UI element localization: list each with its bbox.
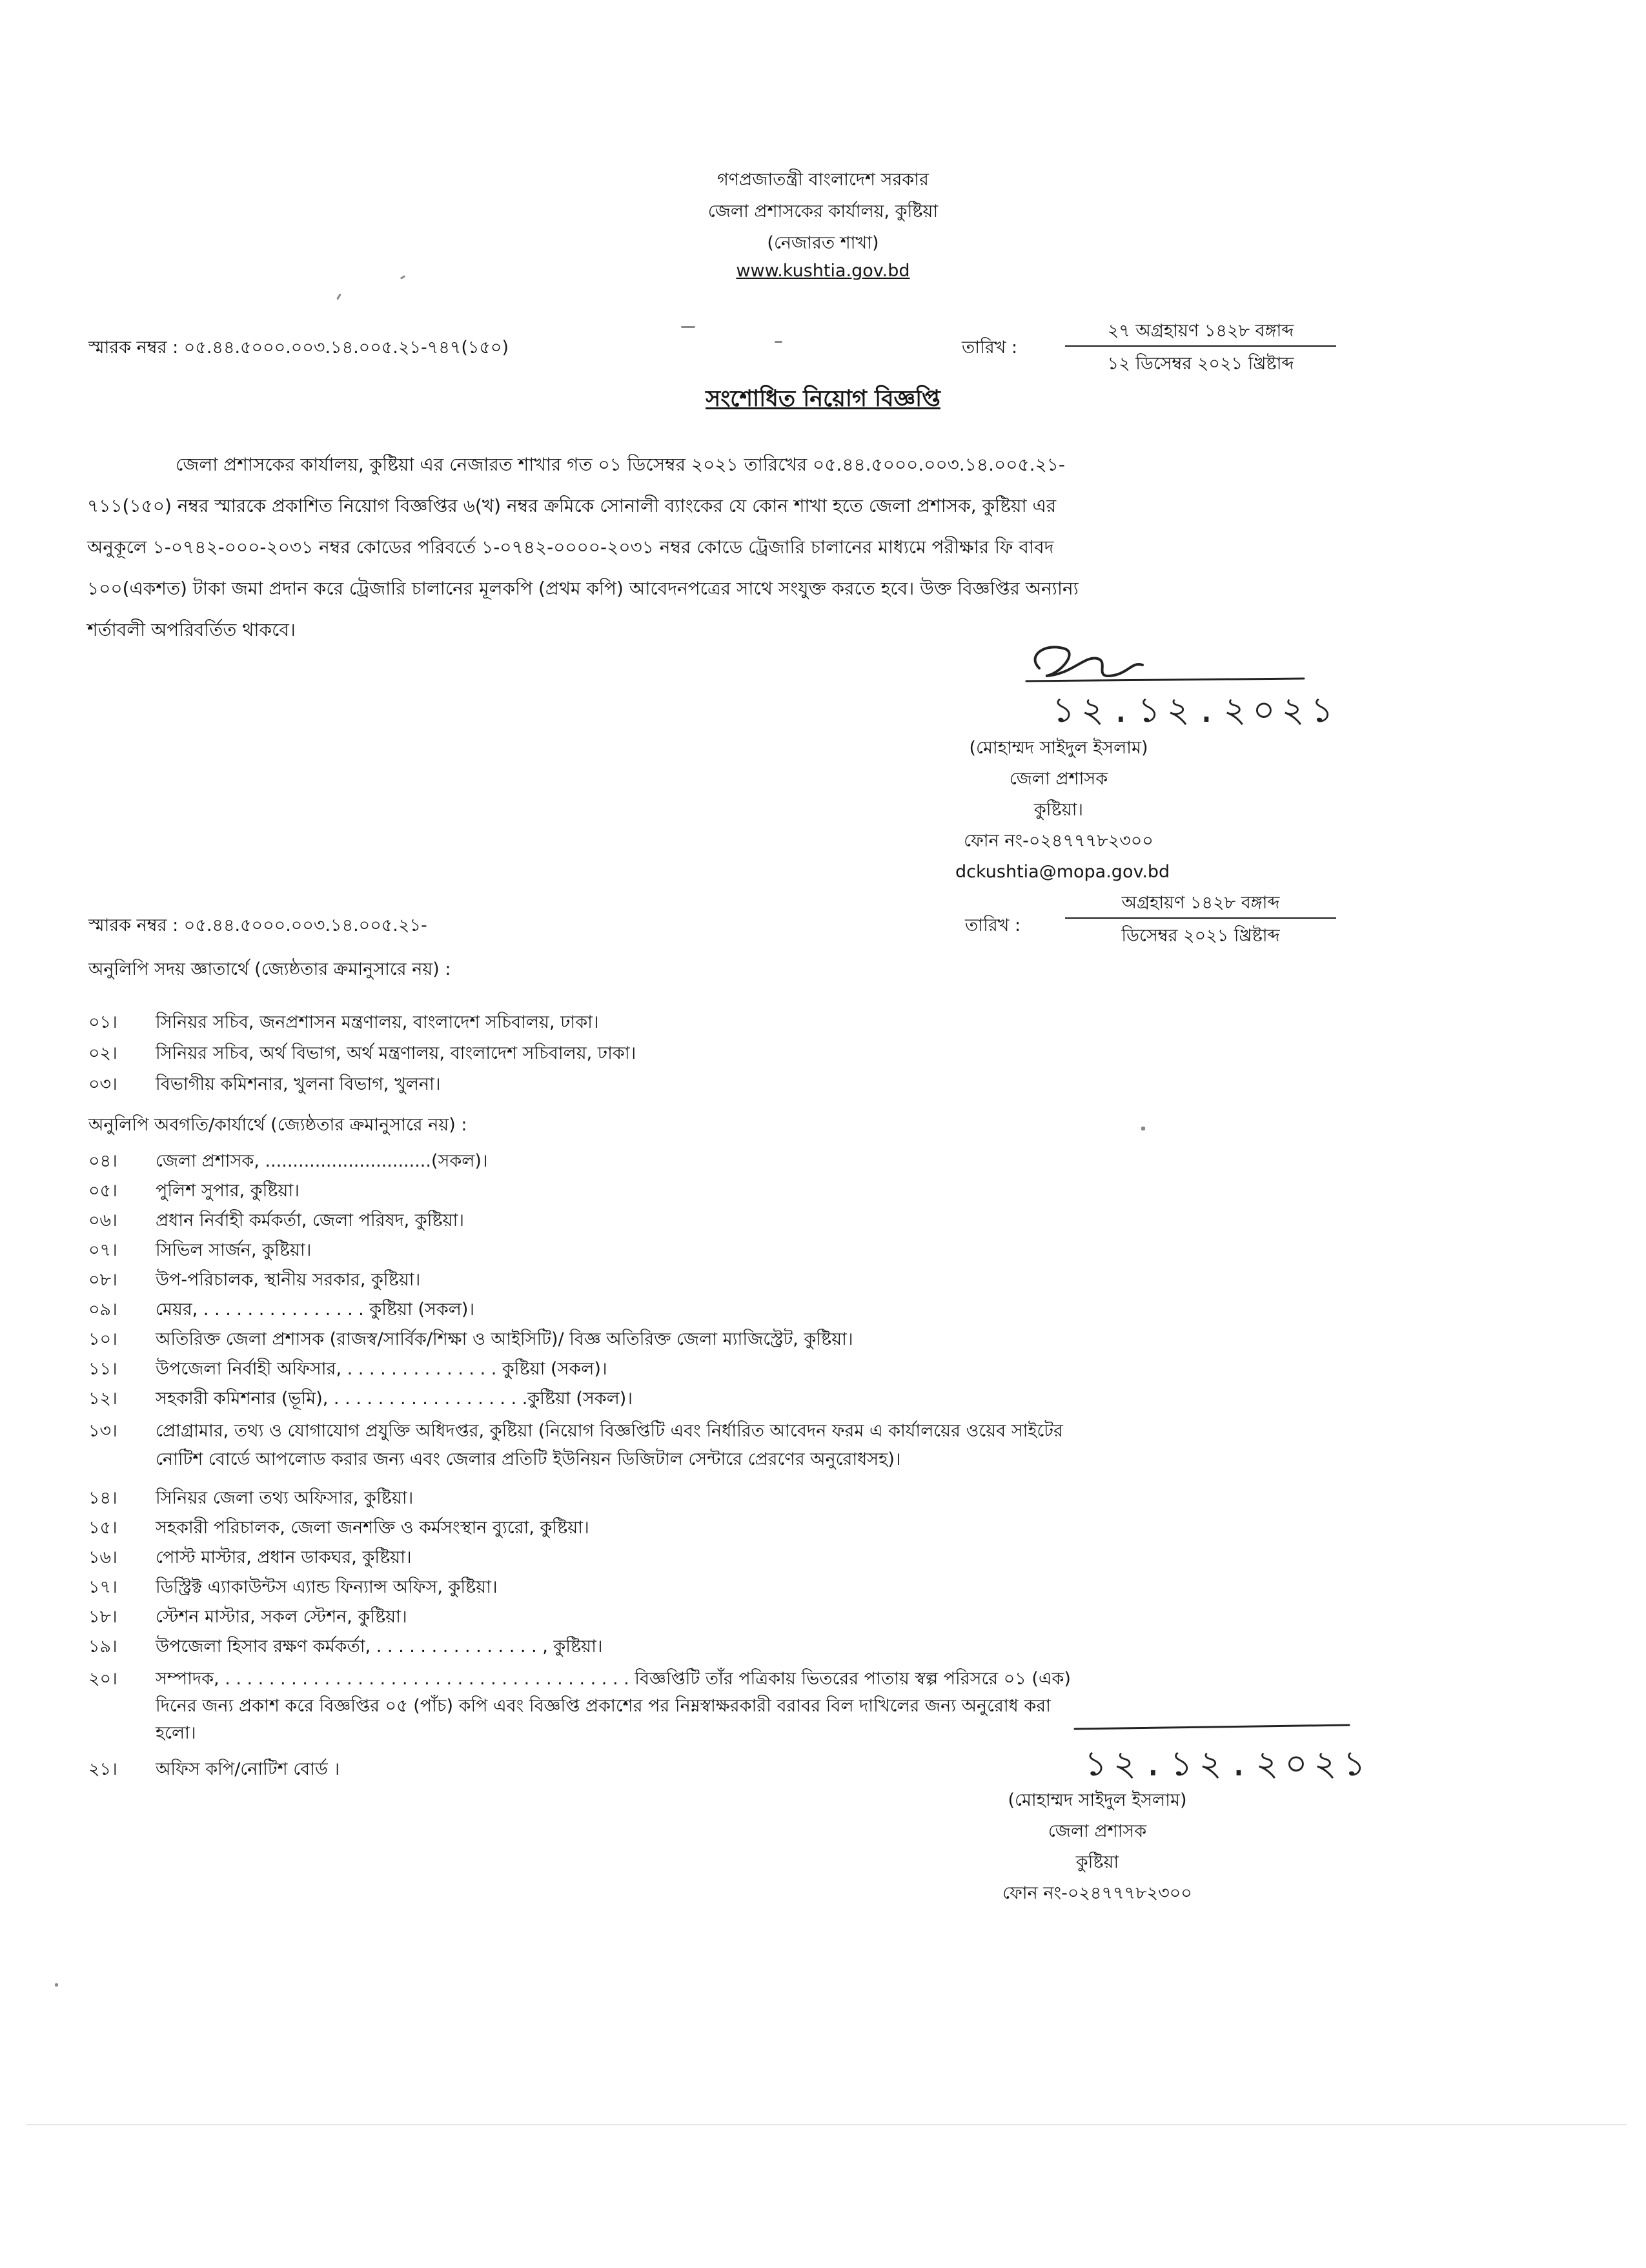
body-line-3: অনুকূলে ১-০৭৪২-০০০-২০৩১ নম্বর কোডের পরিবর্তে ১-০৭৪২-০০০০-২০৩১ নম্বর কোডে ট্রেজারি চালানের মাধ্যমে পরীক্ষার ফি বাবদ bbox=[87, 536, 1054, 558]
scan-mark bbox=[775, 341, 782, 343]
signature2-date: ১২.১২.২০২১ bbox=[1084, 1743, 1372, 1784]
body-line-1: জেলা প্রশাসকের কার্যালয়, কুষ্টিয়া এর নেজারত শাখার গত ০১ ডিসেম্বর ২০২১ তারিখের ০৫.৪৪.৫০০০.০০৩.১৪.০০৫.২১- bbox=[176, 454, 1065, 475]
scan-mark bbox=[336, 293, 341, 300]
scan-mark bbox=[1141, 1127, 1145, 1130]
branch-name: (নেজারত শাখা) bbox=[767, 233, 879, 253]
signatory2-name: (মোহাম্মদ সাইদুল ইসলাম) bbox=[1008, 1790, 1187, 1810]
date-bangla: ২৭ অগ্রহায়ণ ১৪২৮ বঙ্গাব্দ bbox=[1107, 321, 1294, 341]
memo2-date-english: ডিসেম্বর ২০২১ খ্রিষ্টাব্দ bbox=[1121, 926, 1280, 946]
signature2-line bbox=[1072, 1717, 1356, 1737]
cc-item-continuation: নোটিশ বোর্ডে আপলোড করার জন্য এবং জেলার প্রতিটি ইউনিয়ন ডিজিটাল সেন্টারে প্রেরণের অনুরোধসহ)। bbox=[156, 1449, 901, 1469]
website-link[interactable]: www.kushtia.gov.bd bbox=[736, 261, 910, 281]
signatory-designation: জেলা প্রশাসক bbox=[1009, 769, 1108, 789]
office-name: জেলা প্রশাসকের কার্যালয়, কুষ্টিয়া bbox=[707, 201, 939, 221]
signatory2-phone: ফোন নং-০২৪৭৭৭৮২৩০০ bbox=[1002, 1883, 1192, 1903]
scan-mark bbox=[55, 1983, 58, 1987]
body-line-4: ১০০(একশত) টাকা জমা প্রদান করে ট্রেজারি চালানের মূলকপি (প্রথম কপি) আবেদনপত্রের সাথে সংযুক্ত করতে হবে। উক্ত বিজ্ঞপ্তির অন্যান্য bbox=[87, 578, 1079, 599]
memo-number: স্মারক নম্বর : ০৫.৪৪.৫০০০.০০৩.১৪.০০৫.২১-৭৪৭(১৫০) bbox=[88, 338, 509, 358]
govt-name: গণপ্রজাতন্ত্রী বাংলাদেশ সরকার bbox=[717, 170, 929, 190]
date-label: তারিখ : bbox=[962, 338, 1018, 358]
signatory2-district: কুষ্টিয়া bbox=[1075, 1852, 1119, 1872]
signatory-district: কুষ্টিয়া। bbox=[1033, 800, 1084, 820]
body-line-2: ৭১১(১৫০) নম্বর স্মারকে প্রকাশিত নিয়োগ বিজ্ঞপ্তির ৬(খ) নম্বর ক্রমিকে সোনালী ব্যাংকের যে কোন শাখা হতে জেলা প্রশাসক, কুষ্টিয়া এর bbox=[87, 495, 1057, 516]
cc-heading-info: অনুলিপি সদয় জ্ঞাতার্থে (জ্যেষ্ঠতার ক্রমানুসারে নয়) : bbox=[88, 959, 451, 979]
memo2-date-bangla: অগ্রহায়ণ ১৪২৮ বঙ্গাব্দ bbox=[1121, 893, 1280, 913]
signatory-phone: ফোন নং-০২৪৭৭৭৮২৩০০ bbox=[964, 831, 1153, 851]
signature-image bbox=[1020, 629, 1317, 691]
memo2-date-divider bbox=[1065, 917, 1336, 919]
signature-date: ১২.১২.২০২১ bbox=[1052, 690, 1340, 730]
date-english: ১২ ডিসেম্বর ২০২১ খ্রিষ্টাব্দ bbox=[1107, 354, 1294, 374]
signatory-email[interactable]: dckushtia@mopa.gov.bd bbox=[955, 862, 1170, 882]
memo2-date-label: তারিখ : bbox=[965, 915, 1021, 935]
cc-heading-action: অনুলিপি অবগতি/কার্যার্থে (জ্যেষ্ঠতার ক্রমানুসারে নয়) : bbox=[88, 1115, 467, 1135]
memo2-number: স্মারক নম্বর : ০৫.৪৪.৫০০০.০০৩.১৪.০০৫.২১- bbox=[88, 915, 427, 935]
scan-mark bbox=[681, 326, 695, 328]
cc-item-continuation: হলো। bbox=[156, 1723, 196, 1743]
signatory2-designation: জেলা প্রশাসক bbox=[1048, 1821, 1147, 1841]
scan-line bbox=[26, 2124, 1627, 2125]
notice-title: সংশোধিত নিয়োগ বিজ্ঞপ্তি bbox=[706, 386, 940, 412]
date-divider bbox=[1065, 345, 1336, 347]
cc-item-continuation: দিনের জন্য প্রকাশ করে বিজ্ঞপ্তির ০৫ (পাঁচ) কপি এবং বিজ্ঞপ্তি প্রকাশের পর নিম্নস্বাক্ষরকারী বরাবর বিল দাখিলের জন্য অনুরোধ করা bbox=[156, 1696, 1051, 1716]
body-line-5: শর্তাবলী অপরিবর্তিত থাকবে। bbox=[87, 619, 296, 640]
signatory-name: (মোহাম্মদ সাইদুল ইসলাম) bbox=[969, 738, 1148, 758]
